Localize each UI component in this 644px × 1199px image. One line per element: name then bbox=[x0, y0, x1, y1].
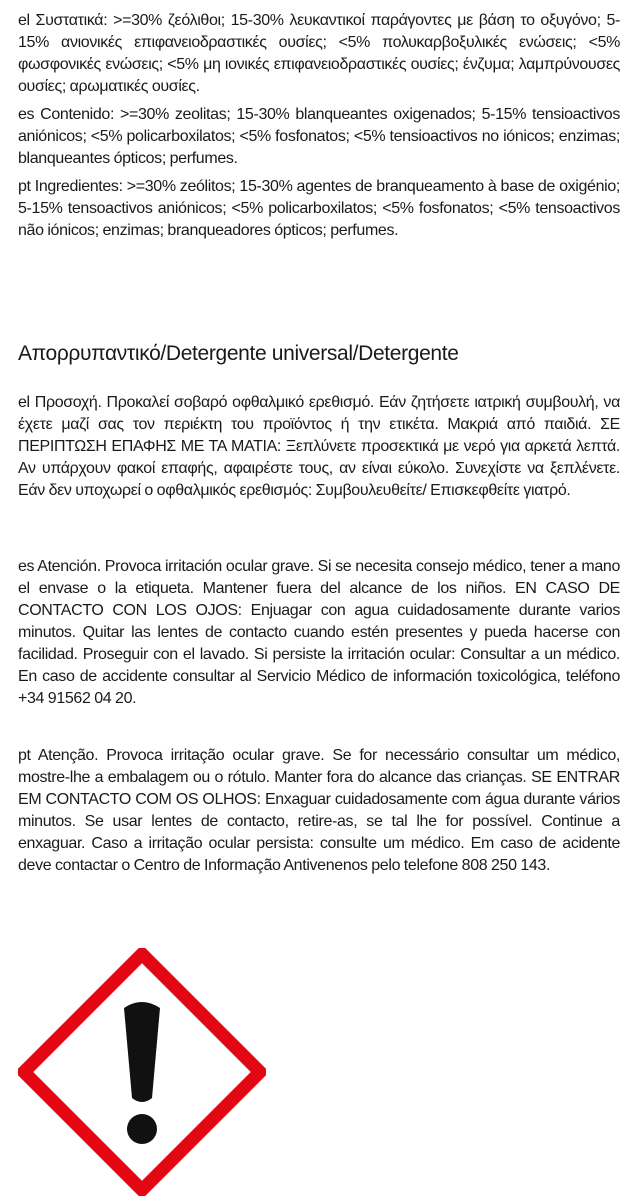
ingredients-el: el Συστατικά: >=30% ζεόλιθοι; 15-30% λευκαντικοί παράγοντες με βάση το οξυγόνο; 5-15% ανιονικές επιφανειοδραστικές ουσίες; <5% πολυκαρβοξυλικές ενώσεις; <5% φωσφονικές ενώσεις; <5% μη ιονικές επιφανειοδραστικές ουσίες; ένζυμα; λαμπρύνουσες ουσίες; αρωματικές ουσίες. bbox=[18, 12, 620, 95]
warning-es: es Atención. Provoca irritación ocular grave. Si se necesita consejo médico, tener a mano el envase o la etiqueta. Mantener fuera del alcance de los niños. EN CASO DE CONTACTO CON LOS OJOS: Enjuagar con agua cuidadosamente durante varios minutos. Quitar las lentes de contacto cuando estén presentes y pueda hacerse con facilidad. Proseguir con el lavado. Si persiste la irritación ocular: Consultar a un médico. En caso de accidente consultar al Servicio Médico de información toxicológica, teléfono +34 91562 04 20. bbox=[18, 558, 620, 707]
ingredients-section bbox=[18, 10, 620, 248]
warning-el: el Προσοχή. Προκαλεί σοβαρό οφθαλμικό ερεθισμό. Εάν ζητήσετε ιατρική συμβουλή, να έχετε μαζί σας τον περιέκτη του προϊόντος ή την ετικέτα. Μακριά από παιδιά. ΣΕ ΠΕΡΙΠΤΩΣΗ ΕΠΑΦΗΣ ΜΕ ΤΑ ΜΑΤΙΑ: Ξεπλύνετε προσεκτικά με νερό για αρκετά λεπτά. Αν υπάρχουν φακοί επαφής, αφαιρέστε τους, αν είναι εύκολο. Συνεχίστε να ξεπλένετε. Εάν δεν υποχωρεί ο οφθαλμικός ερεθισμός: Συμβουλευθείτε/ Επισκεφθείτε γιατρό. bbox=[18, 394, 620, 499]
exclamation-dot bbox=[127, 1114, 157, 1144]
warning-pt: pt Atenção. Provoca irritação ocular grave. Se for necessário consultar um médico, mostre-lhe a embalagem ou o rótulo. Manter fora do alcance das crianças. SE ENTRAR EM CONTACTO COM OS OLHOS: Enxaguar cuidadosamente com água durante vários minutos. Se usar lentes de contacto, retire-as, se tal lhe for possível. Continue a enxaguar. Caso a irritação ocular persista: consulte um médico. Em caso de acidente deve contactar o Centro de Informação Antivenenos pelo telefone 808 250 143. bbox=[18, 747, 620, 874]
product-heading: Απορρυπαντικό/Detergente universal/Detergente bbox=[18, 342, 459, 365]
ingredients-es: es Contenido: >=30% zeolitas; 15-30% blanqueantes oxigenados; 5-15% tensioactivos aniónicos; <5% policarboxilatos; <5% fosfonatos; <5% tensioactivos no iónicos; enzimas; blanqueantes ópticos; perfumes. bbox=[18, 106, 620, 167]
ghs-exclamation-mark-icon bbox=[18, 948, 266, 1196]
ingredients-pt: pt Ingredientes: >=30% zeólitos; 15-30% agentes de branqueamento à base de oxigénio; 5-15% tensoactivos aniónicos; <5% policarboxilatos; <5% fosfonatos; <5% tensoactivos não iónicos; enzimas; branqueadores ópticos; perfumes. bbox=[18, 178, 620, 239]
